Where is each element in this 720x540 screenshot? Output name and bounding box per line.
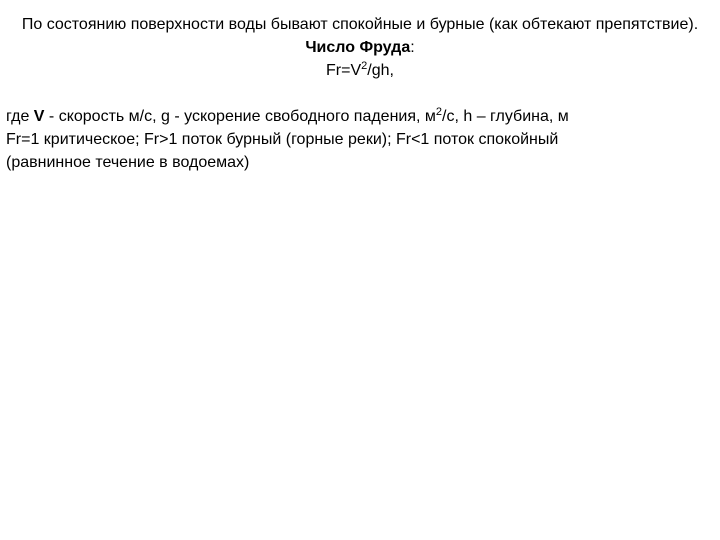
g-description-start: - ускорение свободного падения, м xyxy=(169,108,436,125)
flow-regimes-line-2: (равнинное течение в водоемах) xyxy=(6,154,250,171)
definitions-prefix: где xyxy=(6,108,34,125)
froude-term-colon: : xyxy=(410,39,415,56)
froude-formula xyxy=(20,59,700,82)
g-description-end: /с, h – глубина, м xyxy=(442,108,569,125)
froude-term: Число Фруда xyxy=(305,39,411,56)
variable-definitions xyxy=(6,105,706,128)
formula-exponent: 2 xyxy=(361,60,368,72)
intro-block xyxy=(20,13,700,82)
g-symbol: g xyxy=(161,108,170,125)
definitions-block xyxy=(6,105,706,174)
intro-sentence: По состоянию поверхности воды бывают спокойные и бурные (как обтекают препятствие). xyxy=(21,16,699,33)
v-description: - скорость м/с, xyxy=(44,108,162,125)
formula-left: Fr=V xyxy=(326,62,362,79)
g-unit-exponent: 2 xyxy=(435,106,443,118)
v-symbol: V xyxy=(33,108,45,125)
flow-regimes-line-1: Fr=1 критическое; Fr>1 поток бурный (горные реки); Fr<1 поток спокойный xyxy=(6,131,559,148)
formula-right: /gh, xyxy=(367,62,394,79)
froude-number-heading xyxy=(20,36,700,59)
